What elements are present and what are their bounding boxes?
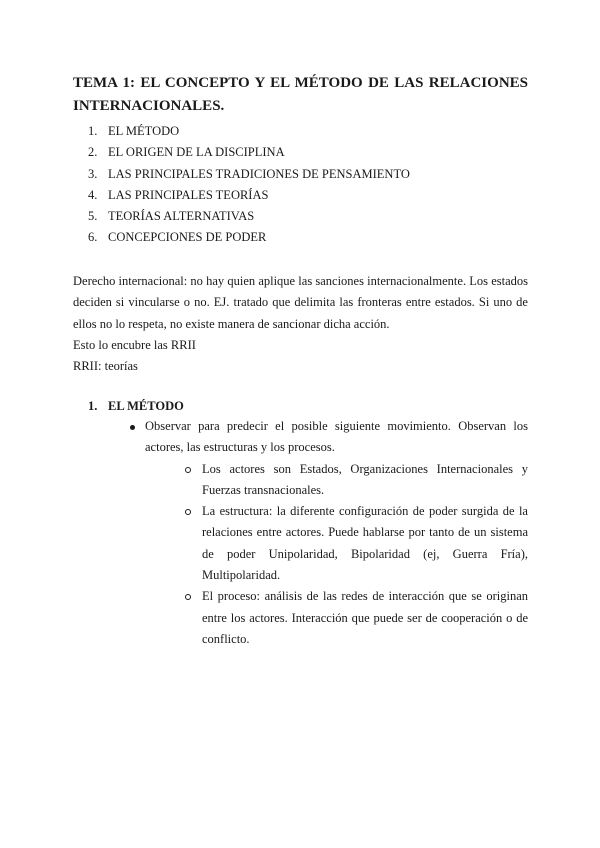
toc-item-label: EL MÉTODO [108, 124, 180, 138]
toc-item [88, 164, 410, 185]
sub-item [182, 459, 528, 502]
circle-bullet-icon [185, 509, 191, 515]
sub-item-text: Los actores son Estados, Organizaciones Internacionales y Fuerzas transnacionales. [202, 461, 528, 497]
section-title: EL MÉTODO [108, 399, 184, 413]
intro-text: Derecho internacional: no hay quien aplique las sanciones internacionalmente. Los estados deciden si vincularse o no. EJ. tratado que delimita las fronteras entre estados. Si uno de ellos no lo respeta, no existe manera de sancionar dicha acción. [73, 274, 528, 331]
toc-item [88, 227, 410, 248]
toc-item [88, 121, 410, 142]
intro-line-rrii: Esto lo encubre las RRII [73, 337, 196, 352]
toc-item-label: LAS PRINCIPALES TRADICIONES DE PENSAMIENTO [108, 166, 410, 181]
toc-item-number: 6. [88, 230, 98, 245]
toc-item-number: 3. [88, 166, 98, 181]
toc-item [88, 142, 410, 163]
intro-line-teorias: RRII: teorías [73, 359, 138, 374]
toc-item-label: EL ORIGEN DE LA DISCIPLINA [108, 145, 285, 160]
toc-item-number: 2. [88, 145, 98, 160]
sub-item-text: El proceso: análisis de las redes de interacción que se originan entre los actores. Interacción que puede ser de cooperación o de conflicto. [202, 589, 528, 646]
sub-list [145, 459, 528, 651]
section-number: 1. [88, 399, 98, 413]
sub-item [182, 501, 528, 586]
toc-item-number: 5. [88, 209, 98, 224]
table-of-contents [88, 121, 410, 249]
toc-item-label: CONCEPCIONES DE PODER [108, 230, 267, 245]
toc-item-number: 1. [88, 124, 98, 138]
sub-item [182, 586, 528, 650]
section-heading [88, 396, 184, 417]
circle-bullet-icon [185, 594, 191, 600]
toc-item [88, 206, 410, 227]
bullet-dot-icon [130, 425, 135, 430]
intro-paragraph [73, 271, 528, 377]
toc-item [88, 185, 410, 206]
sub-item-text: La estructura: la diferente configuración de poder surgida de la relaciones entre actores. Puede hablarse por tanto de un sistema de poder Unipolaridad, Bipolaridad (ej, Guerra Fría), Multipolaridad. [202, 504, 528, 583]
section-bullets [125, 416, 528, 650]
document-title: TEMA 1: EL CONCEPTO Y EL MÉTODO DE LAS RELACIONES INTERNACIONALES. [73, 75, 528, 114]
toc-item-number: 4. [88, 187, 98, 202]
bullet-text: Observar para predecir el posible siguiente movimiento. Observan los actores, las estructuras y los procesos. [145, 419, 528, 455]
bullet-item [125, 416, 528, 650]
toc-item-label: LAS PRINCIPALES TEORÍAS [108, 187, 269, 202]
circle-bullet-icon [185, 467, 191, 473]
toc-item-label: TEORÍAS ALTERNATIVAS [108, 209, 255, 224]
